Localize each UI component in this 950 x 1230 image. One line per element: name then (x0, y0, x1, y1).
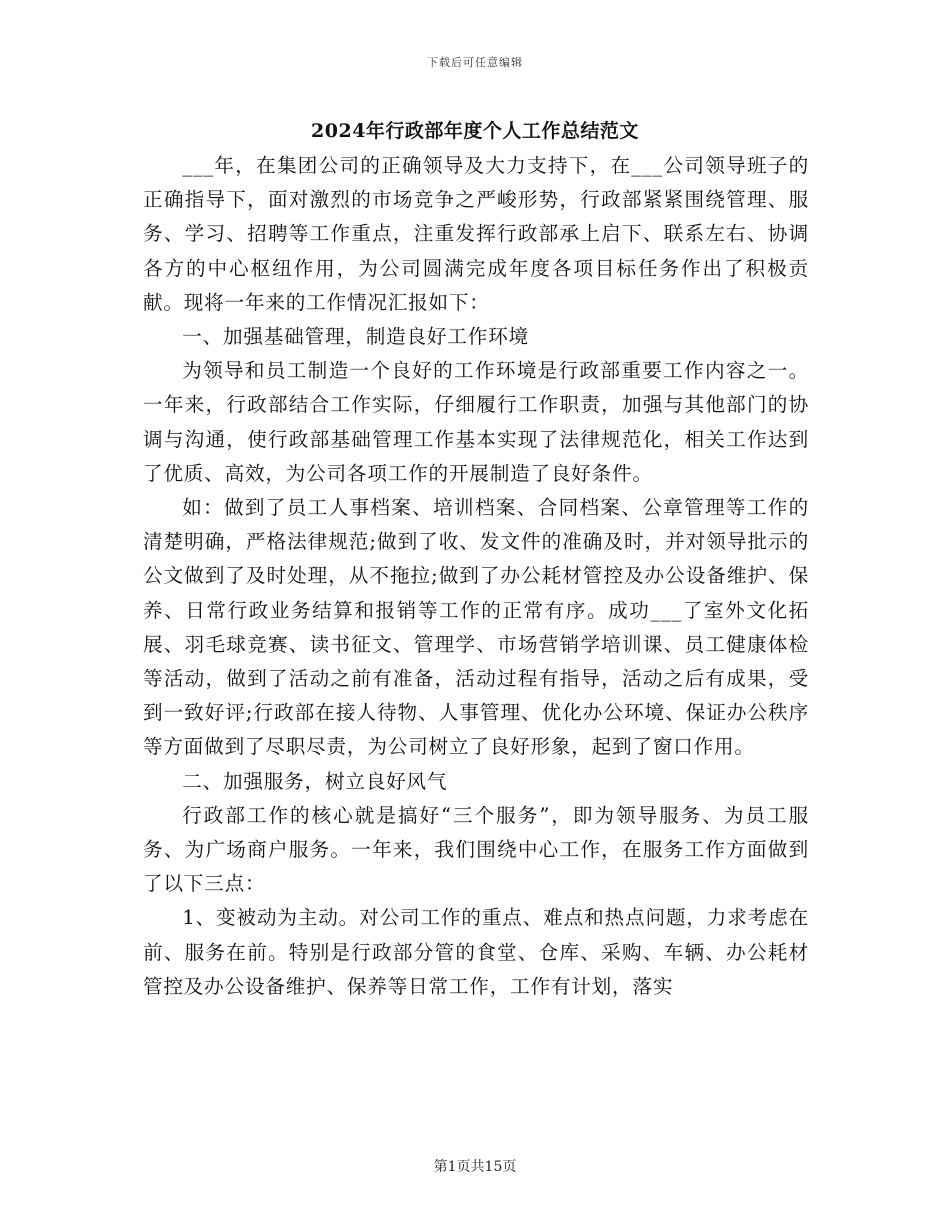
paragraph: 如：做到了员工人事档案、培训档案、合同档案、公章管理等工作的清楚明确，严格法律规范;做到了收、发文件的准确及时，并对领导批示的公文做到了及时处理，从不拖拉;做到了办公耗材管控及办公设备维护、保养、日常行政业务结算和报销等工作的正常有序。成功___了室外文化拓展、羽毛球竞赛、读书征文、管理学、市场营销学培训课、员工健康体检等活动，做到了活动之前有准备，活动过程有指导，活动之后有成果，受到一致好评;行政部在接人待物、人事管理、优化办公环境、保证办公秩序等方面做到了尽职尽责，为公司树立了良好形象，起到了窗口作用。 (143, 496, 809, 759)
paragraph: 为领导和员工制造一个良好的工作环境是行政部重要工作内容之一。一年来，行政部结合工作实际，仔细履行工作职责，加强与其他部门的协调与沟通，使行政部基础管理工作基本实现了法律规范化，相关工作达到了优质、高效，为公司各项工作的开展制造了良好条件。 (143, 359, 809, 485)
paragraph: 行政部工作的核心就是搞好“三个服务”，即为领导服务、为员工服务、为广场商户服务。一年来，我们围绕中心工作，在服务工作方面做到了以下三点： (143, 803, 809, 896)
document-body (143, 149, 809, 1004)
page-header-note: 下载后可任意编辑 (427, 56, 523, 69)
section-heading-1: 一、加强基础管理，制造良好工作环境 (182, 325, 529, 349)
document-title: 2024年行政部年度个人工作总结范文 (311, 120, 639, 142)
paragraph: 1、变被动为主动。对公司工作的重点、难点和热点问题，力求考虑在前、服务在前。特别是行政部分管的食堂、仓库、采购、车辆、办公耗材管控及办公设备维护、保养等日常工作，工作有计划，落实 (143, 906, 809, 998)
section-heading-2: 二、加强服务，树立良好风气 (182, 769, 448, 793)
paragraph-intro: ___年，在集团公司的正确领导及大力支持下，在___公司领导班子的正确指导下，面对激烈的市场竞争之严峻形势，行政部紧紧围绕管理、服务、学习、招聘等工作重点，注重发挥行政部承上启下、联系左右、协调各方的中心枢纽作用，为公司圆满完成年度各项目标任务作出了积极贡献。现将一年来的工作情况汇报如下： (143, 154, 809, 314)
page-footer-number: 第1页共15页 (433, 1159, 517, 1175)
